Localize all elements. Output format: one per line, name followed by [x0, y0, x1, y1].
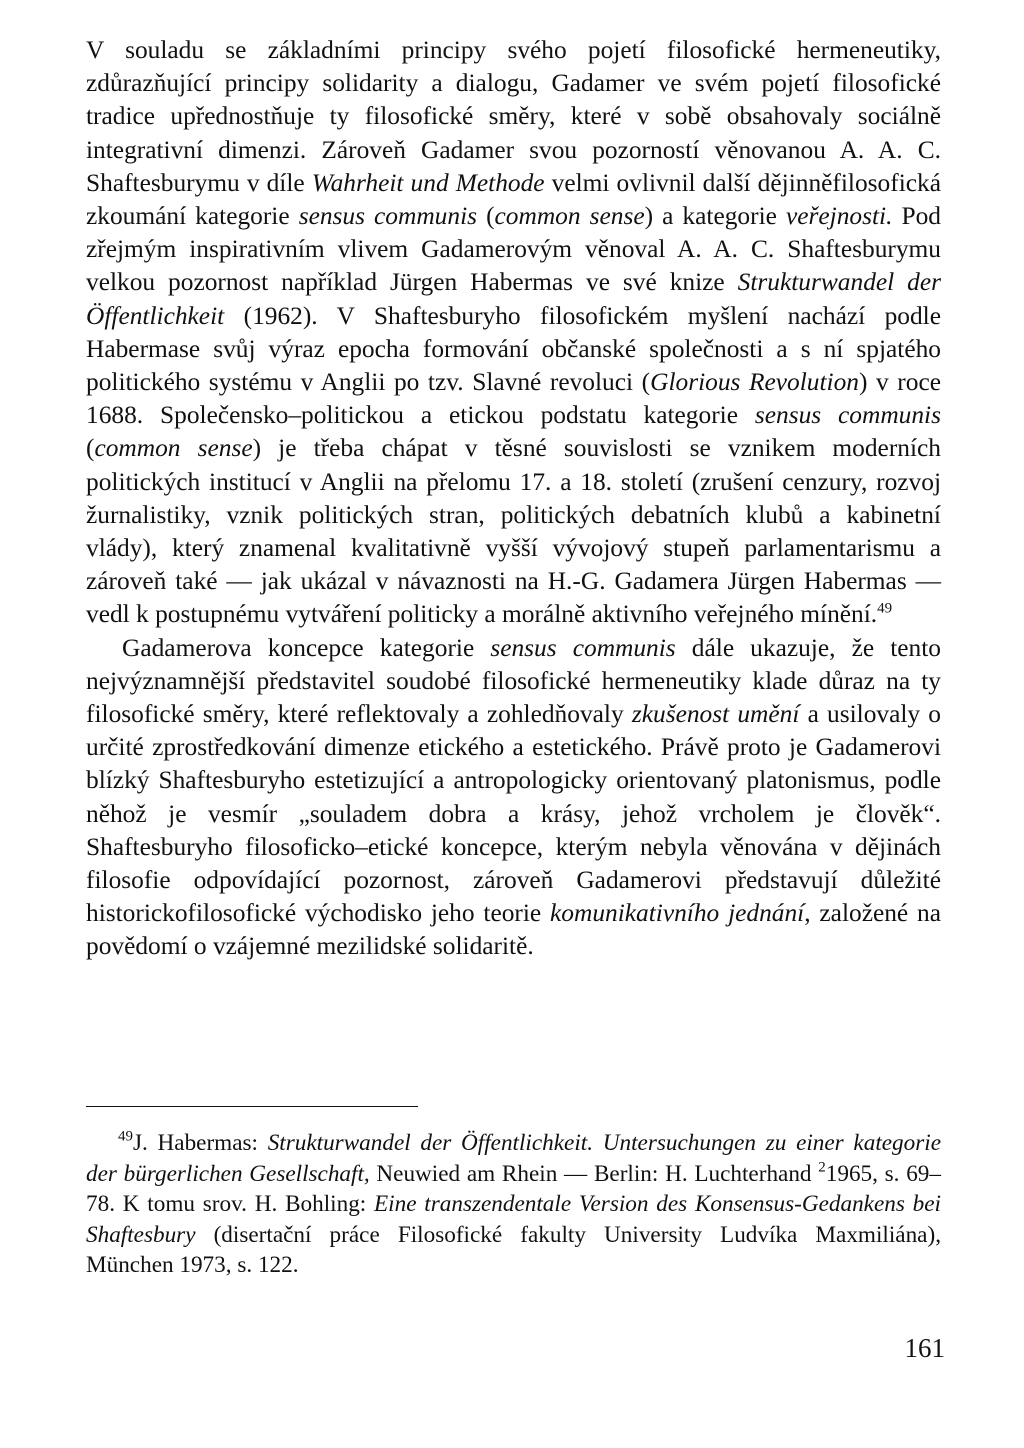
italic-run: common sense — [94, 434, 253, 463]
text-run: 1965, s. 69–78. K tomu srov. H. Bohling: — [86, 1160, 941, 1218]
text-run: ( — [86, 434, 95, 463]
italic-run: common sense — [494, 202, 645, 231]
italic-run: sensus communis — [754, 401, 941, 430]
italic-run: Glorious Revolution — [650, 368, 859, 397]
italic-run: Strukturwandel der Öffentlichkeit. Untersuchungen zu einer kategorie der bürgerlichen Gesellschaft, — [86, 1130, 941, 1187]
text-run: Neuwied am Rhein — Berlin: H. Luchterhand — [369, 1160, 819, 1187]
footnote-marker: 49 — [118, 1128, 133, 1145]
italic-run: veřejnosti. — [785, 202, 893, 231]
text-run: (1962). V Shaftesburyho filosofickém myšlení nachází podle Habermase svůj výraz epocha formování občanské společnosti a s ní spjatého politického systému v Anglii po tzv. Slavné revoluci ( — [86, 301, 941, 397]
italic-run: sensus communis — [298, 202, 478, 231]
text-run: V souladu se základními principy svého pojetí filosofické hermeneutiky, zdůrazňující principy solidarity a dialogu, Gadamer ve svém pojetí filosofické tradice upřednostňuje ty filosofické směry, které v sobě obsahovaly sociálně integrativní dimenzi. Zároveň Gadamer svou pozorností věnovanou A. A. C. Shaftesburymu v díle — [86, 36, 941, 197]
text-run: dále ukazuje, že tento nejvýznamnější představitel soudobé filosofické hermeneutiky klade důraz na ty filosofické směry, které reflektovaly a zohledňovaly — [86, 633, 941, 729]
text-run: (disertační práce Filosofické fakulty University Ludvíka Maxmiliána), München 1973, s. 122. — [86, 1221, 941, 1279]
italic-run: Strukturwandel der Öffentlichkeit — [86, 268, 942, 330]
text-run: ) v roce 1688. Společensko–politickou a etickou podstatu kategorie — [86, 368, 941, 430]
text-run: ) je třeba chápat v těsné souvislosti se vznikem moderních politických institucí v Anglii na přelomu 17. a 18. století (zrušení cenzury, rozvoj žurnalistiky, vznik politických stran, politických debatních klubů a kabinetní vlády), který znamenal kvalitativně vyšší vývojový stupeň parlamentarismu a zároveň také — jak ukázal v návaznosti na H.-G. Gadamera Jürgen Habermas — vedl k postupnému vytváření politicky a morálně aktivního veřejného mínění. — [86, 434, 942, 629]
footnote-text — [86, 1130, 941, 1278]
text-run: J. Habermas: — [133, 1130, 268, 1156]
footnote-separator — [86, 1106, 418, 1107]
italic-run: zkušenost umění — [631, 700, 800, 729]
paragraph-1 — [86, 34, 941, 632]
italic-run: Eine transzendentale Version des Konsensus-Gedankens bei Shaftesbury — [86, 1191, 941, 1248]
paragraph-2 — [86, 632, 941, 964]
text-run: ) a kategorie — [644, 202, 786, 231]
italic-run: komunikativního jednání — [550, 899, 805, 928]
text-run: a usilovaly o určité zprostředkování dimenze etického a estetického. Právě proto je Gadamerovi blízký Shaftesburyho estetizující a antropologicky orientovaný platonismus, podle něhož je vesmír „souladem dobra a krásy, jehož vrcholem je člověk“. Shaftesburyho filosoficko–etické koncepce, kterým nebyla věnována v dějinách filosofie odpovídající pozornost, zároveň Gadamerovi představují důležité historickofilosofické východisko jeho teorie — [86, 700, 941, 928]
text-run: velmi ovlivnil další dějinněfilosofická zkoumání kategorie — [86, 168, 941, 231]
italic-run: Wahrheit und Methode — [311, 168, 545, 197]
main-text — [86, 34, 941, 964]
text-run: ( — [477, 202, 495, 231]
footnote-49 — [86, 1128, 941, 1281]
page-number: 161 — [904, 1333, 945, 1363]
footnote-marker: 49 — [877, 601, 893, 618]
text-run: , založené na povědomí o vzájemné mezilidské solidaritě. — [86, 899, 941, 961]
italic-run: sensus communis — [490, 633, 676, 662]
text-run: Pod zřejmým inspirativním vlivem Gadamerovým věnoval A. A. C. Shaftesburymu velkou pozornost například Jürgen Habermas ve své knize — [86, 202, 941, 297]
text-run: Gadamerova koncepce kategorie — [122, 633, 491, 662]
footnote-marker: 2 — [818, 1159, 826, 1176]
